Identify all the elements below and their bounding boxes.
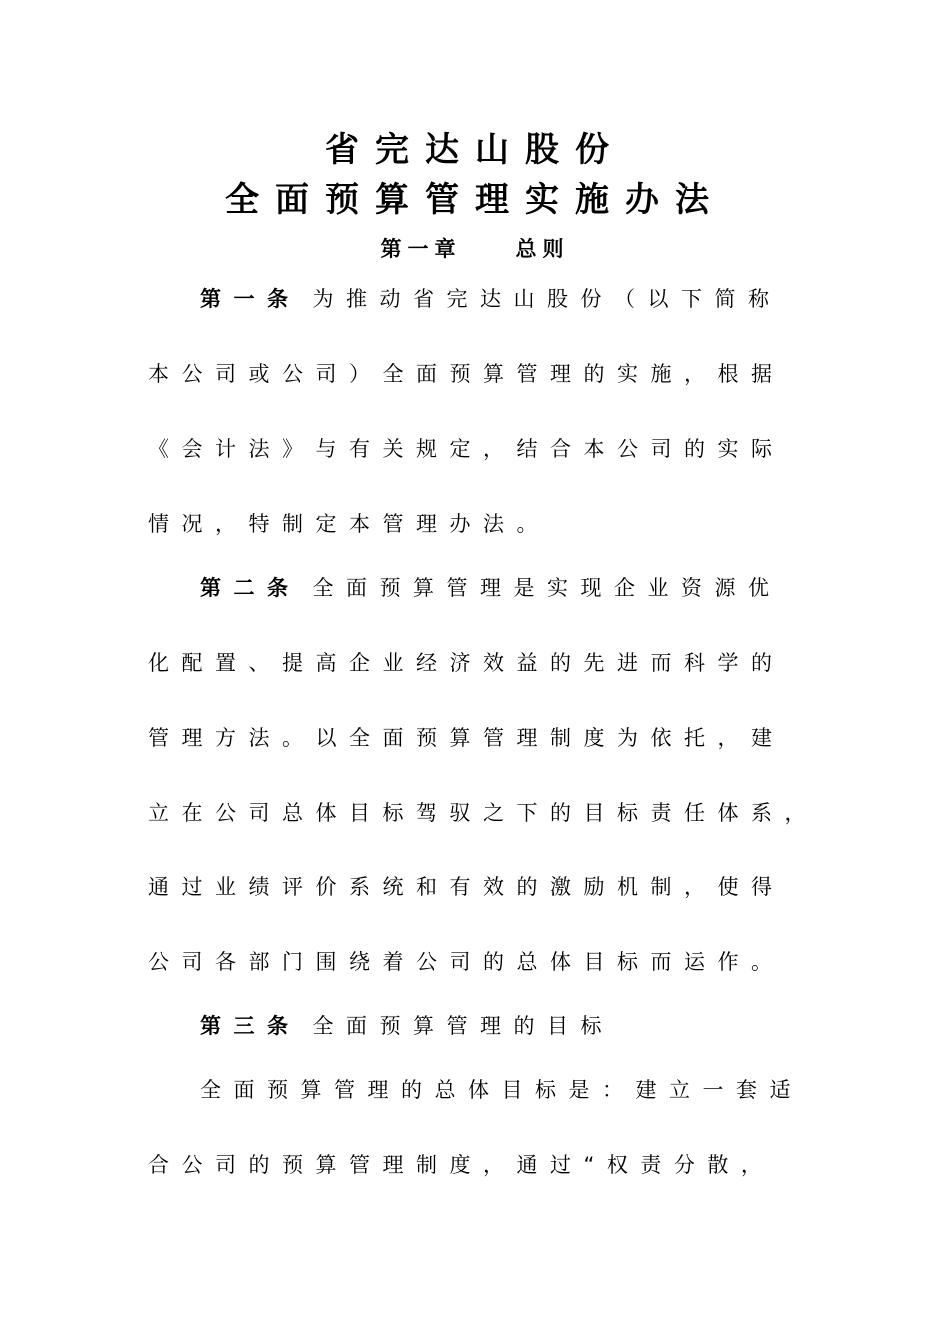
article-2-line-4: 立在公司总体目标驾驭之下的目标责任体系， [148,801,818,825]
article-3-label: 第三条 [200,1014,301,1038]
article-2-line-6: 公司各部门围绕着公司的总体目标而运作。 [148,950,785,974]
article-1-label: 第一条 [200,287,301,311]
article-1-text-1: 为推动省完达山股份（以下简称 [312,287,782,311]
article-2-text-1: 全面预算管理是实现企业资源优 [312,576,782,600]
chapter-heading [0,236,950,262]
article-3-line-1 [200,1011,614,1041]
document-title-line-2: 全面预算管理实施办法 [225,180,725,220]
article-2-line-5: 通过业绩评价系统和有效的激励机制，使得 [148,875,785,899]
article-1-line-3: 《会计法》与有关规定，结合本公司的实际 [148,437,785,461]
article-2-line-1 [200,573,782,603]
article-2-line-2: 化配置、提高企业经济效益的先进而科学的 [148,651,785,675]
article-1-line-4: 情况，特制定本管理办法。 [148,512,550,536]
article-3-text-1: 全面预算管理的目标 [312,1014,614,1038]
document-title-line-1: 省完达山股份 [325,130,625,170]
chapter-title: 总则 [515,237,570,261]
chapter-number: 第一章 [380,237,462,261]
paragraph-4-line-2: 合公司的预算管理制度，通过“权责分散， [148,1153,775,1177]
article-2-label: 第二条 [200,576,301,600]
article-1-line-1 [200,284,782,314]
article-1-line-2: 本公司或公司）全面预算管理的实施，根据 [148,362,785,386]
article-2-line-3: 管理方法。以全面预算管理制度为依托，建 [148,726,785,750]
paragraph-4-line-1: 全面预算管理的总体目标是：建立一套适 [200,1078,803,1102]
